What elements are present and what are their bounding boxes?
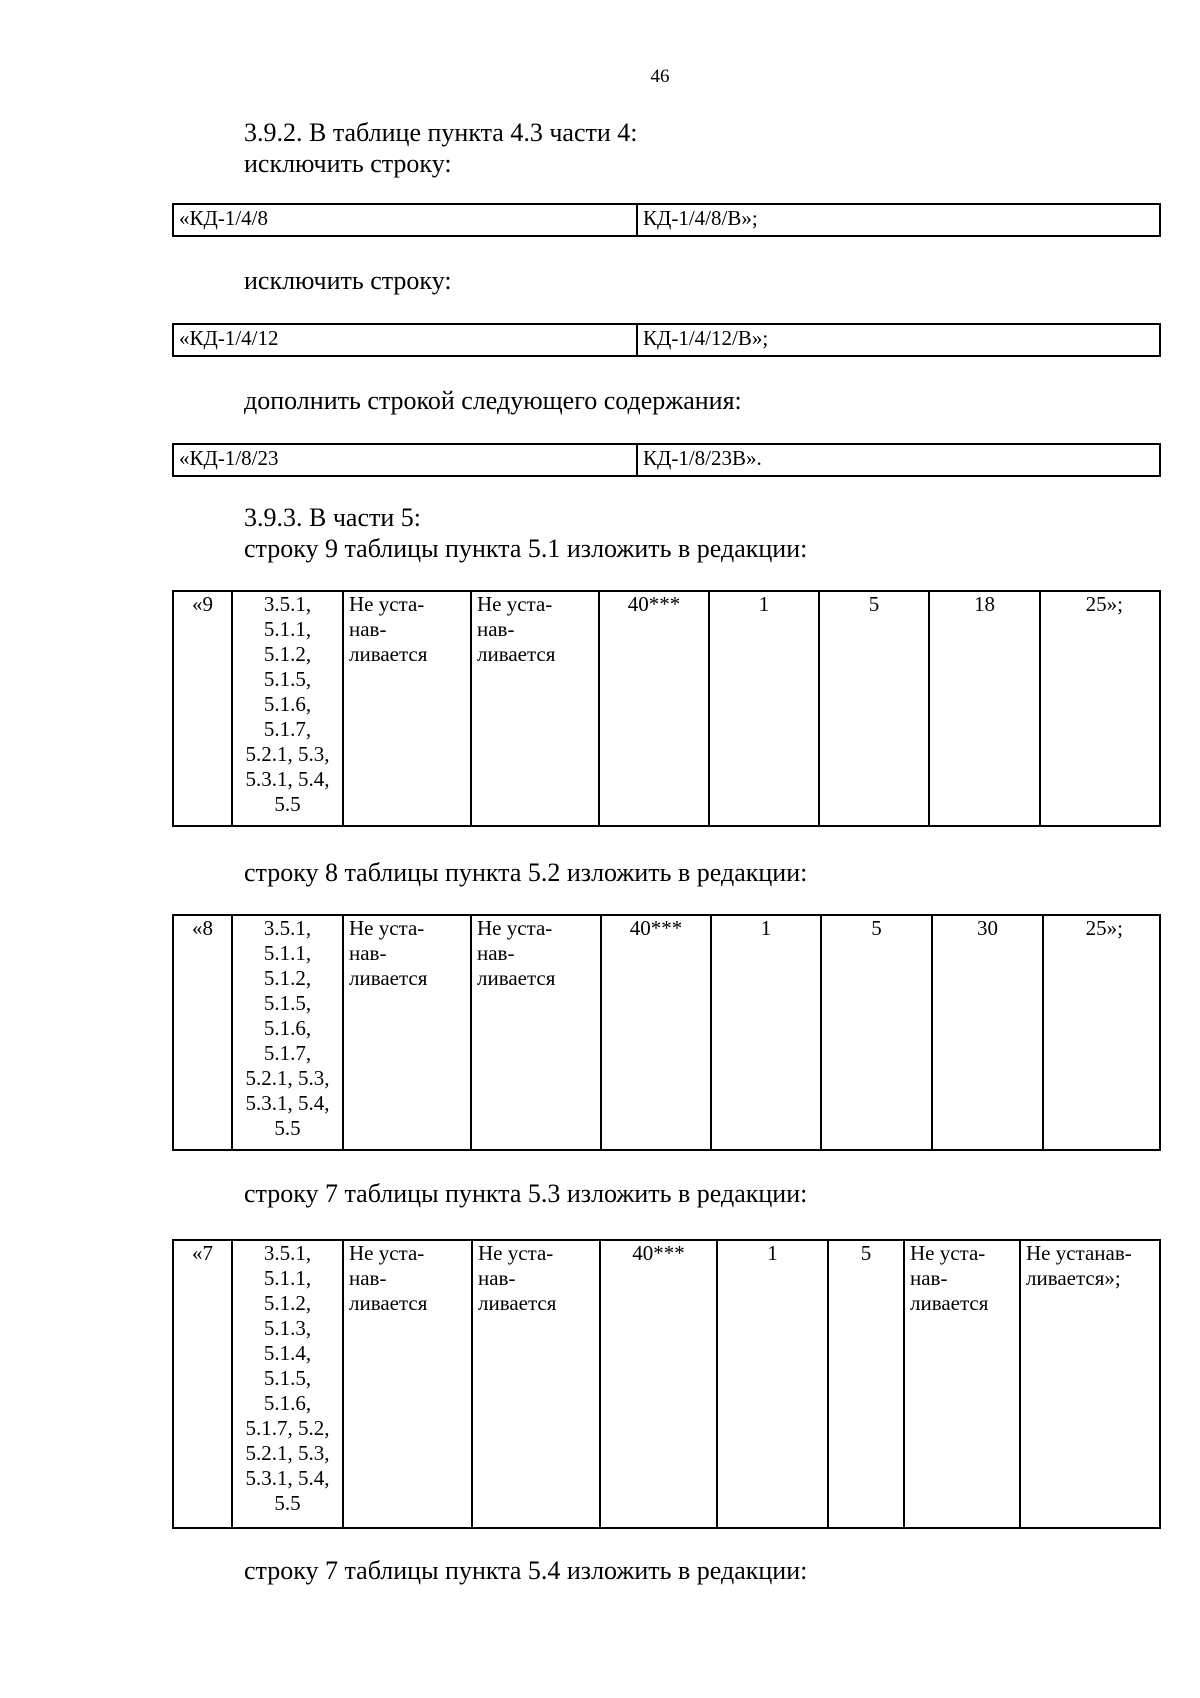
table-cell: 1: [717, 1240, 828, 1528]
table-cell: 5: [821, 915, 932, 1150]
table-cell: 18: [929, 591, 1040, 826]
table-cell: 5: [828, 1240, 904, 1528]
table-cell: КД-1/8/23В».: [637, 444, 1160, 476]
table-row: [173, 444, 1160, 476]
row7-5-3-intro: строку 7 таблицы пункта 5.3 изложить в редакции:: [244, 1179, 808, 1208]
table-cell: 25»;: [1043, 915, 1160, 1150]
row-number-cell: «9: [173, 591, 232, 826]
row8-intro: строку 8 таблицы пункта 5.2 изложить в редакции:: [244, 858, 808, 887]
table-cell: «КД-1/4/12: [173, 324, 637, 356]
table-add: [172, 443, 1161, 477]
table-exclude-1: [172, 203, 1161, 237]
table-row: [173, 1240, 1160, 1528]
table-cell: Не устанав- ливается»;: [1020, 1240, 1160, 1528]
refs-cell: 3.5.1, 5.1.1, 5.1.2, 5.1.5, 5.1.6, 5.1.7, 5.2.1, 5.3, 5.3.1, 5.4, 5.5: [232, 915, 343, 1150]
table-5-2-row-8: [172, 914, 1161, 1151]
table-cell: «КД-1/4/8: [173, 204, 637, 236]
table-cell: Не уста- нав- ливается: [471, 915, 601, 1150]
table-row: [173, 204, 1160, 236]
refs-cell: 3.5.1, 5.1.1, 5.1.2, 5.1.5, 5.1.6, 5.1.7, 5.2.1, 5.3, 5.3.1, 5.4, 5.5: [232, 591, 343, 826]
table-cell: КД-1/4/8/В»;: [637, 204, 1160, 236]
section-3-9-2-title: 3.9.2. В таблице пункта 4.3 части 4:: [244, 118, 638, 147]
table-cell: Не уста- нав- ливается: [343, 1240, 472, 1528]
row-number-cell: «8: [173, 915, 232, 1150]
table-5-3-row-7: [172, 1239, 1161, 1529]
table-cell: «КД-1/8/23: [173, 444, 637, 476]
table-5-1-row-9: [172, 590, 1161, 827]
table-exclude-2: [172, 323, 1161, 357]
section-3-9-3-title: 3.9.3. В части 5:: [244, 503, 421, 532]
table-cell: 40***: [600, 1240, 717, 1528]
table-cell: 40***: [601, 915, 711, 1150]
table-cell: Не уста- нав- ливается: [471, 591, 599, 826]
table-cell: Не уста- нав- ливается: [904, 1240, 1020, 1528]
table-cell: 1: [711, 915, 821, 1150]
table-cell: КД-1/4/12/В»;: [637, 324, 1160, 356]
table-row: [173, 915, 1160, 1150]
page-number: 46: [650, 66, 670, 87]
exclude-row-text-1: исключить строку:: [244, 149, 452, 178]
table-cell: 30: [932, 915, 1043, 1150]
table-row: [173, 324, 1160, 356]
table-cell: 25»;: [1040, 591, 1160, 826]
refs-cell: 3.5.1, 5.1.1, 5.1.2, 5.1.3, 5.1.4, 5.1.5, 5.1.6, 5.1.7, 5.2, 5.2.1, 5.3, 5.3.1, 5.4, 5.5: [232, 1240, 343, 1528]
add-row-text: дополнить строкой следующего содержания:: [244, 386, 742, 415]
row9-intro: строку 9 таблицы пункта 5.1 изложить в редакции:: [244, 534, 808, 563]
table-cell: 1: [709, 591, 819, 826]
table-row: [173, 591, 1160, 826]
table-cell: Не уста- нав- ливается: [472, 1240, 600, 1528]
row-number-cell: «7: [173, 1240, 232, 1528]
exclude-row-text-2: исключить строку:: [244, 266, 452, 295]
table-cell: 5: [819, 591, 929, 826]
row7-5-4-intro: строку 7 таблицы пункта 5.4 изложить в редакции:: [244, 1556, 808, 1585]
table-cell: Не уста- нав- ливается: [343, 591, 471, 826]
table-cell: 40***: [599, 591, 709, 826]
table-cell: Не уста- нав- ливается: [343, 915, 471, 1150]
